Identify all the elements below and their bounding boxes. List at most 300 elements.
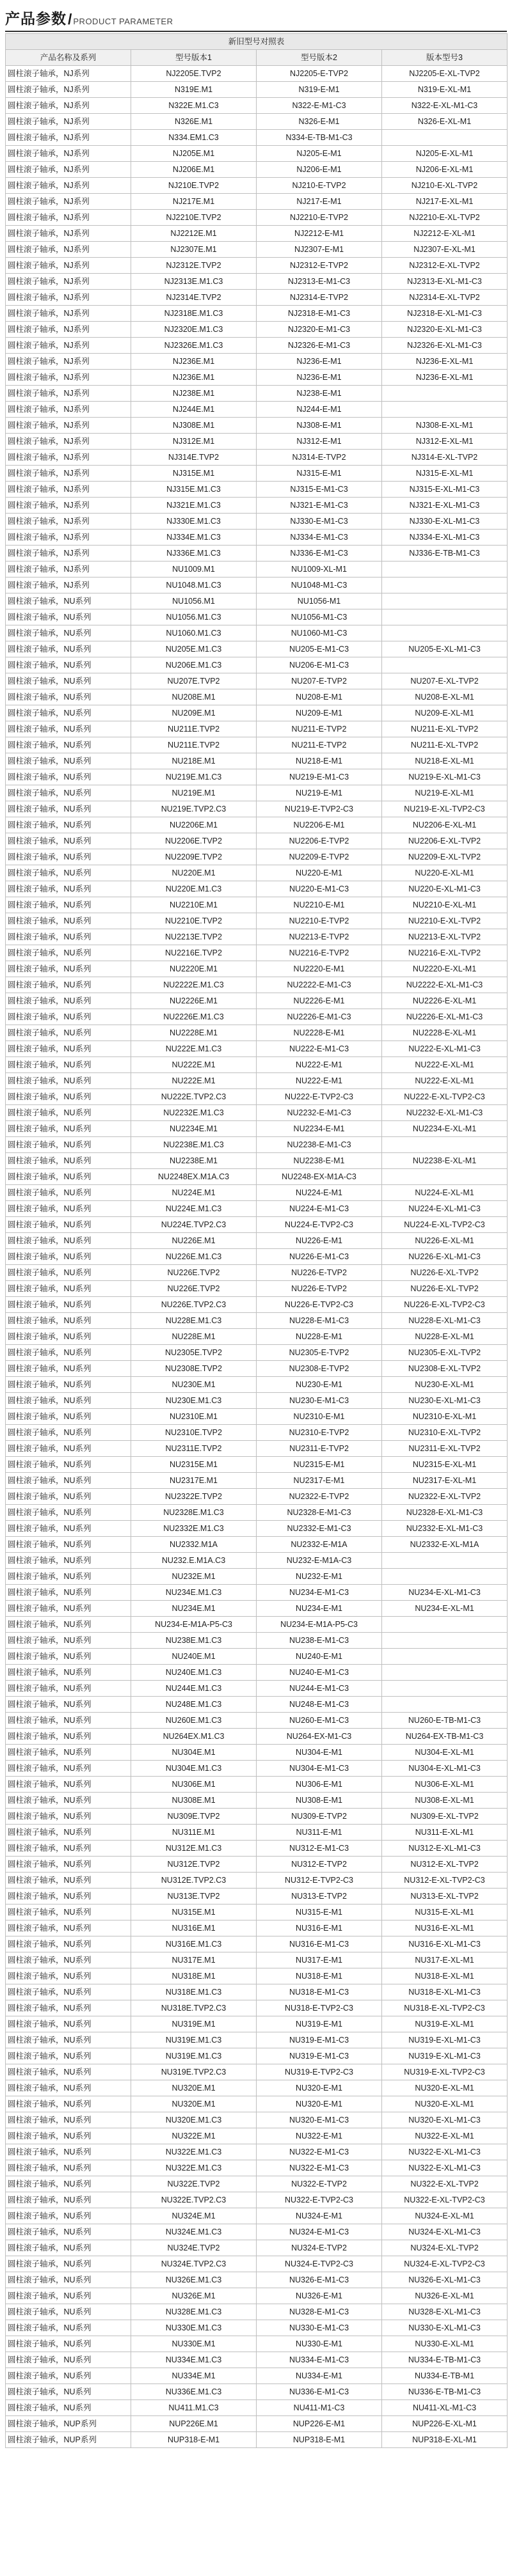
cell-model-v2: NU1009-XL-M1: [257, 562, 382, 577]
cell-model-v1: NJ2320E.M1.C3: [131, 322, 257, 338]
cell-model-v3: NJ2212-E-XL-M1: [382, 226, 508, 242]
cell-product-name: 圆柱滚子轴承，NU系列: [6, 1920, 131, 1936]
cell-model-v1: NU330E.M1: [131, 2336, 257, 2352]
cell-model-v1: NU2238E.M1: [131, 1153, 257, 1169]
cell-model-v3: NUP226-E-XL-M1: [382, 2416, 508, 2432]
cell-model-v1: NJ2205E.TVP2: [131, 66, 257, 82]
table-row: [6, 2336, 508, 2352]
cell-product-name: 圆柱滚子轴承，NU系列: [6, 1249, 131, 1265]
cell-model-v2: NU318-E-M1: [257, 1968, 382, 1984]
cell-model-v3: NU222-E-XL-M1: [382, 1073, 508, 1089]
cell-model-v3: NU322-E-XL-M1-C3: [382, 2144, 508, 2160]
cell-model-v3: NU324-E-XL-M1: [382, 2208, 508, 2224]
cell-product-name: 圆柱滚子轴承，NU系列: [6, 1393, 131, 1409]
cell-model-v2: N319-E-M1: [257, 82, 382, 98]
table-row: [6, 1041, 508, 1057]
cell-product-name: 圆柱滚子轴承，NU系列: [6, 2064, 131, 2080]
cell-model-v3: NU222-E-XL-M1-C3: [382, 1041, 508, 1057]
cell-model-v2: NJ236-E-M1: [257, 354, 382, 370]
cell-model-v2: NJ206-E-M1: [257, 162, 382, 178]
cell-product-name: 圆柱滚子轴承，NU系列: [6, 913, 131, 929]
cell-model-v2: NU220-E-M1-C3: [257, 881, 382, 897]
cell-model-v2: NU2209-E-TVP2: [257, 849, 382, 865]
table-row: [6, 370, 508, 386]
cell-model-v1: NU320E.M1.C3: [131, 2112, 257, 2128]
table-row: [6, 1553, 508, 1569]
cell-model-v2: NU330-E-M1-C3: [257, 2320, 382, 2336]
cell-model-v1: NU224E.M1: [131, 1185, 257, 1201]
cell-model-v3: NJ314-E-XL-TVP2: [382, 450, 508, 466]
cell-model-v3: [382, 657, 508, 673]
table-row: [6, 1841, 508, 1857]
cell-model-v1: NU319E.TVP2.C3: [131, 2064, 257, 2080]
table-row: [6, 1121, 508, 1137]
cell-model-v2: NU205-E-M1-C3: [257, 641, 382, 657]
cell-model-v1: NU2228E.M1: [131, 1025, 257, 1041]
cell-model-v1: NU315E.M1: [131, 1905, 257, 1920]
cell-model-v2: NJ315-E-M1: [257, 466, 382, 482]
cell-model-v1: NU322E.TVP2: [131, 2176, 257, 2192]
table-row: [6, 114, 508, 130]
cell-model-v2: NU226-E-M1: [257, 1233, 382, 1249]
cell-model-v1: NU2332E.M1.C3: [131, 1521, 257, 1537]
cell-model-v1: NU226E.TVP2.C3: [131, 1297, 257, 1313]
cell-model-v2: NJ236-E-M1: [257, 370, 382, 386]
table-row: [6, 1745, 508, 1761]
cell-model-v3: NU220-E-XL-M1: [382, 865, 508, 881]
cell-model-v2: NU207-E-TVP2: [257, 673, 382, 689]
cell-model-v1: NU205E.M1.C3: [131, 641, 257, 657]
table-row: [6, 1313, 508, 1329]
cell-model-v2: NU411-M1-C3: [257, 2400, 382, 2416]
table-row: [6, 1873, 508, 1889]
table-row: [6, 1569, 508, 1585]
cell-model-v1: NU222E.M1.C3: [131, 1041, 257, 1057]
cell-model-v1: NU230E.M1.C3: [131, 1393, 257, 1409]
cell-model-v2: NJ2318-E-M1-C3: [257, 306, 382, 322]
cell-model-v1: NJ315E.M1.C3: [131, 482, 257, 498]
cell-model-v3: NU312-E-XL-TVP2: [382, 1857, 508, 1873]
cell-model-v3: NJ236-E-XL-M1: [382, 354, 508, 370]
cell-product-name: 圆柱滚子轴承，NJ系列: [6, 242, 131, 258]
table-row: [6, 1681, 508, 1697]
table-row: [6, 242, 508, 258]
table-row: [6, 1905, 508, 1920]
table-row: [6, 2048, 508, 2064]
cell-model-v3: NJ2313-E-XL-M1-C3: [382, 274, 508, 290]
cell-model-v2: NU2238-E-M1-C3: [257, 1137, 382, 1153]
cell-product-name: 圆柱滚子轴承，NJ系列: [6, 162, 131, 178]
cell-model-v1: NU228E.M1.C3: [131, 1313, 257, 1329]
cell-product-name: 圆柱滚子轴承，NU系列: [6, 753, 131, 769]
cell-model-v1: NU2206E.M1: [131, 817, 257, 833]
cell-model-v3: NU320-E-XL-M1: [382, 2096, 508, 2112]
cell-model-v1: N322E.M1.C3: [131, 98, 257, 114]
cell-model-v2: NJ2307-E-M1: [257, 242, 382, 258]
cell-model-v1: NU320E.M1: [131, 2096, 257, 2112]
table-row: [6, 546, 508, 562]
cell-product-name: 圆柱滚子轴承，NU系列: [6, 1409, 131, 1425]
table-row: [6, 402, 508, 418]
cell-model-v2: NU324-E-M1: [257, 2208, 382, 2224]
cell-product-name: 圆柱滚子轴承，NU系列: [6, 977, 131, 993]
cell-product-name: 圆柱滚子轴承，NU系列: [6, 1201, 131, 1217]
cell-product-name: 圆柱滚子轴承，NU系列: [6, 897, 131, 913]
cell-model-v3: NU319-E-XL-TVP2-C3: [382, 2064, 508, 2080]
cell-model-v1: NU206E.M1.C3: [131, 657, 257, 673]
cell-product-name: 圆柱滚子轴承，NU系列: [6, 1889, 131, 1905]
cell-model-v2: NJ2210-E-TVP2: [257, 210, 382, 226]
cell-model-v1: NU2317E.M1: [131, 1473, 257, 1489]
table-row: [6, 1984, 508, 2000]
table-row: [6, 2352, 508, 2368]
table-row: [6, 1585, 508, 1601]
cell-model-v3: [382, 1617, 508, 1633]
cell-product-name: 圆柱滚子轴承，NU系列: [6, 2384, 131, 2400]
cell-model-v3: NJ2318-E-XL-M1-C3: [382, 306, 508, 322]
cell-product-name: 圆柱滚子轴承，NU系列: [6, 641, 131, 657]
cell-product-name: 圆柱滚子轴承，NU系列: [6, 1153, 131, 1169]
table-row: [6, 466, 508, 482]
table-row: [6, 1377, 508, 1393]
cell-model-v3: [382, 1665, 508, 1681]
cell-model-v3: NU334-E-TB-M1-C3: [382, 2352, 508, 2368]
cell-model-v2: NU334-E-M1: [257, 2368, 382, 2384]
cell-product-name: 圆柱滚子轴承，NU系列: [6, 1601, 131, 1617]
cell-model-v1: NU232.E.M1A.C3: [131, 1553, 257, 1569]
cell-model-v1: NJ330E.M1.C3: [131, 514, 257, 530]
cell-model-v3: NU224-E-XL-M1-C3: [382, 1201, 508, 1217]
cell-model-v1: NU1056.M1: [131, 593, 257, 609]
cell-model-v2: NU318-E-M1-C3: [257, 1984, 382, 2000]
cell-product-name: 圆柱滚子轴承，NU系列: [6, 881, 131, 897]
cell-model-v2: NJ2212-E-M1: [257, 226, 382, 242]
cell-model-v3: NU328-E-XL-M1-C3: [382, 2304, 508, 2320]
table-row: [6, 306, 508, 322]
cell-model-v1: NU219E.M1: [131, 785, 257, 801]
cell-product-name: 圆柱滚子轴承，NU系列: [6, 1137, 131, 1153]
cell-product-name: 圆柱滚子轴承，NUP系列: [6, 2416, 131, 2432]
cell-product-name: 圆柱滚子轴承，NJ系列: [6, 274, 131, 290]
cell-model-v1: NU322E.M1: [131, 2128, 257, 2144]
cell-model-v2: NU2248-EX-M1A-C3: [257, 1169, 382, 1185]
cell-product-name: 圆柱滚子轴承，NU系列: [6, 721, 131, 737]
column-header-version3: 版本型号3: [382, 50, 508, 66]
cell-model-v2: NU324-E-TVP2: [257, 2240, 382, 2256]
cell-model-v1: NU222E.M1: [131, 1057, 257, 1073]
cell-model-v2: NU219-E-M1: [257, 785, 382, 801]
table-row: [6, 1345, 508, 1361]
cell-product-name: 圆柱滚子轴承，NJ系列: [6, 402, 131, 418]
table-row: [6, 146, 508, 162]
cell-model-v3: NU306-E-XL-M1: [382, 1777, 508, 1793]
cell-model-v1: NU232E.M1: [131, 1569, 257, 1585]
cell-model-v3: NJ205-E-XL-M1: [382, 146, 508, 162]
cell-product-name: 圆柱滚子轴承，NJ系列: [6, 354, 131, 370]
cell-model-v2: NU318-E-TVP2-C3: [257, 2000, 382, 2016]
cell-model-v1: NU220E.M1: [131, 865, 257, 881]
cell-product-name: 圆柱滚子轴承，NU系列: [6, 2192, 131, 2208]
table-row: [6, 1809, 508, 1825]
cell-product-name: 圆柱滚子轴承，NU系列: [6, 689, 131, 705]
cell-model-v1: NU318E.M1: [131, 1968, 257, 1984]
table-row: [6, 1489, 508, 1505]
cell-product-name: 圆柱滚子轴承，NU系列: [6, 2304, 131, 2320]
cell-model-v2: NU240-E-M1: [257, 1649, 382, 1665]
cell-model-v2: N326-E-M1: [257, 114, 382, 130]
cell-product-name: 圆柱滚子轴承，NU系列: [6, 737, 131, 753]
cell-model-v3: NU205-E-XL-M1-C3: [382, 641, 508, 657]
cell-product-name: 圆柱滚子轴承，NU系列: [6, 2016, 131, 2032]
cell-product-name: 圆柱滚子轴承，NU系列: [6, 1617, 131, 1633]
cell-product-name: 圆柱滚子轴承，NJ系列: [6, 114, 131, 130]
table-row: [6, 753, 508, 769]
table-row: [6, 562, 508, 577]
cell-model-v3: NU313-E-XL-TVP2: [382, 1889, 508, 1905]
table-row: [6, 2304, 508, 2320]
cell-model-v1: NU240E.M1.C3: [131, 1665, 257, 1681]
cell-model-v2: NJ2313-E-M1-C3: [257, 274, 382, 290]
cell-model-v3: NU222-E-XL-M1: [382, 1057, 508, 1073]
table-row: [6, 530, 508, 546]
cell-model-v3: NJ217-E-XL-M1: [382, 194, 508, 210]
table-row: [6, 450, 508, 466]
cell-model-v1: NU326E.M1.C3: [131, 2272, 257, 2288]
cell-model-v1: NU324E.TVP2.C3: [131, 2256, 257, 2272]
cell-model-v3: NU219-E-XL-TVP2-C3: [382, 801, 508, 817]
cell-model-v2: NU260-E-M1-C3: [257, 1713, 382, 1729]
cell-model-v1: NU226E.M1: [131, 1233, 257, 1249]
cell-product-name: 圆柱滚子轴承，NU系列: [6, 1713, 131, 1729]
cell-model-v1: NUP318-E-M1: [131, 2432, 257, 2448]
cell-model-v2: N322-E-M1-C3: [257, 98, 382, 114]
cell-model-v1: NJ206E.M1: [131, 162, 257, 178]
cell-model-v3: NU318-E-XL-M1-C3: [382, 1984, 508, 2000]
cell-model-v2: NU322-E-TVP2: [257, 2176, 382, 2192]
cell-model-v2: NU2210-E-M1: [257, 897, 382, 913]
table-row: [6, 130, 508, 146]
cell-product-name: 圆柱滚子轴承，NU系列: [6, 817, 131, 833]
table-row: [6, 418, 508, 434]
cell-model-v3: NU324-E-XL-TVP2-C3: [382, 2256, 508, 2272]
cell-model-v3: NU2332-E-XL-M1A: [382, 1537, 508, 1553]
cell-model-v2: NU211-E-TVP2: [257, 721, 382, 737]
cell-model-v2: NU234-E-M1: [257, 1601, 382, 1617]
table-row: [6, 1968, 508, 1984]
table-row: [6, 1521, 508, 1537]
cell-model-v2: NU309-E-TVP2: [257, 1809, 382, 1825]
table-row: [6, 1249, 508, 1265]
cell-model-v2: NJ210-E-TVP2: [257, 178, 382, 194]
table-row: [6, 2000, 508, 2016]
cell-model-v3: NU234-E-XL-M1-C3: [382, 1585, 508, 1601]
cell-model-v1: NU2222E.M1.C3: [131, 977, 257, 993]
cell-product-name: 圆柱滚子轴承，NUP系列: [6, 2432, 131, 2448]
cell-model-v3: NJ321-E-XL-M1-C3: [382, 498, 508, 514]
table-row: [6, 1265, 508, 1281]
table-row: [6, 705, 508, 721]
cell-product-name: 圆柱滚子轴承，NU系列: [6, 1217, 131, 1233]
cell-model-v3: [382, 1137, 508, 1153]
cell-model-v3: NU320-E-XL-M1: [382, 2080, 508, 2096]
cell-product-name: 圆柱滚子轴承，NU系列: [6, 1105, 131, 1121]
cell-model-v3: NU319-E-XL-M1: [382, 2016, 508, 2032]
cell-model-v2: NU2315-E-M1: [257, 1457, 382, 1473]
cell-product-name: 圆柱滚子轴承，NU系列: [6, 1489, 131, 1505]
table-row: [6, 1537, 508, 1553]
cell-product-name: 圆柱滚子轴承，NU系列: [6, 1073, 131, 1089]
cell-model-v1: NJ205E.M1: [131, 146, 257, 162]
table-row: [6, 434, 508, 450]
cell-model-v1: NU238E.M1.C3: [131, 1633, 257, 1649]
cell-product-name: 圆柱滚子轴承，NJ系列: [6, 466, 131, 482]
cell-model-v3: NU226-E-XL-TVP2: [382, 1281, 508, 1297]
cell-model-v3: NU2310-E-XL-M1: [382, 1409, 508, 1425]
table-row: [6, 2416, 508, 2432]
cell-model-v2: NU2216-E-TVP2: [257, 945, 382, 961]
table-row: [6, 833, 508, 849]
cell-model-v2: NU219-E-M1-C3: [257, 769, 382, 785]
table-row: [6, 897, 508, 913]
cell-model-v3: NU226-E-XL-TVP2-C3: [382, 1297, 508, 1313]
table-row: [6, 2128, 508, 2144]
cell-model-v3: NJ2312-E-XL-TVP2: [382, 258, 508, 274]
cell-model-v2: NU211-E-TVP2: [257, 737, 382, 753]
table-row: [6, 1233, 508, 1249]
cell-model-v2: NU322-E-TVP2-C3: [257, 2192, 382, 2208]
table-row: [6, 178, 508, 194]
cell-model-v3: NU2226-E-XL-M1-C3: [382, 1009, 508, 1025]
cell-model-v1: NU324E.TVP2: [131, 2240, 257, 2256]
cell-model-v2: NU219-E-TVP2-C3: [257, 801, 382, 817]
cell-model-v2: NJ315-E-M1-C3: [257, 482, 382, 498]
cell-model-v2: NU224-E-TVP2-C3: [257, 1217, 382, 1233]
cell-model-v3: NUP318-E-XL-M1: [382, 2432, 508, 2448]
cell-model-v2: NJ2326-E-M1-C3: [257, 338, 382, 354]
cell-model-v2: NU304-E-M1-C3: [257, 1761, 382, 1777]
column-header-version1: 型号版本1: [131, 50, 257, 66]
cell-model-v3: [382, 562, 508, 577]
cell-model-v1: NU264EX.M1.C3: [131, 1729, 257, 1745]
table-row: [6, 2384, 508, 2400]
cell-product-name: 圆柱滚子轴承，NJ系列: [6, 130, 131, 146]
cell-model-v2: NU222-E-M1: [257, 1073, 382, 1089]
table-row: [6, 1665, 508, 1681]
table-row: [6, 98, 508, 114]
table-row: [6, 1057, 508, 1073]
cell-model-v1: NU330E.M1.C3: [131, 2320, 257, 2336]
cell-product-name: 圆柱滚子轴承，NU系列: [6, 769, 131, 785]
cell-model-v1: NU2310E.M1: [131, 1409, 257, 1425]
cell-model-v1: NU234E.M1: [131, 1601, 257, 1617]
table-row: [6, 945, 508, 961]
cell-product-name: 圆柱滚子轴承，NU系列: [6, 1745, 131, 1761]
cell-model-v2: NU316-E-M1: [257, 1920, 382, 1936]
cell-model-v1: NU1048.M1.C3: [131, 577, 257, 593]
cell-product-name: 圆柱滚子轴承，NU系列: [6, 2096, 131, 2112]
cell-model-v3: NU2328-E-XL-M1-C3: [382, 1505, 508, 1521]
cell-model-v2: NJ334-E-M1-C3: [257, 530, 382, 546]
cell-product-name: 圆柱滚子轴承，NU系列: [6, 1936, 131, 1952]
cell-product-name: 圆柱滚子轴承，NU系列: [6, 1265, 131, 1281]
cell-product-name: 圆柱滚子轴承，NU系列: [6, 1089, 131, 1105]
cell-product-name: 圆柱滚子轴承，NU系列: [6, 1697, 131, 1713]
cell-model-v1: N334.EM1.C3: [131, 130, 257, 146]
cell-model-v1: NU2322E.TVP2: [131, 1489, 257, 1505]
cell-model-v1: NJ2210E.TVP2: [131, 210, 257, 226]
cell-model-v2: NU264-EX-M1-C3: [257, 1729, 382, 1745]
table-row: [6, 2368, 508, 2384]
cell-model-v1: NU2305E.TVP2: [131, 1345, 257, 1361]
cell-product-name: 圆柱滚子轴承，NJ系列: [6, 66, 131, 82]
cell-product-name: 圆柱滚子轴承，NJ系列: [6, 178, 131, 194]
cell-model-v3: NU234-E-XL-M1: [382, 1601, 508, 1617]
cell-model-v3: NJ2210-E-XL-TVP2: [382, 210, 508, 226]
cell-model-v1: NU318E.M1.C3: [131, 1984, 257, 2000]
cell-model-v3: [382, 1569, 508, 1585]
cell-model-v2: NJ308-E-M1: [257, 418, 382, 434]
cell-product-name: 圆柱滚子轴承，NU系列: [6, 993, 131, 1009]
cell-model-v2: NJ330-E-M1-C3: [257, 514, 382, 530]
table-row: [6, 913, 508, 929]
cell-product-name: 圆柱滚子轴承，NJ系列: [6, 258, 131, 274]
cell-model-v2: N334-E-TB-M1-C3: [257, 130, 382, 146]
cell-model-v3: NU317-E-XL-M1: [382, 1952, 508, 1968]
table-row: [6, 977, 508, 993]
cell-model-v2: NUP226-E-M1: [257, 2416, 382, 2432]
cell-model-v2: NU228-E-M1: [257, 1329, 382, 1345]
cell-model-v3: NU2213-E-XL-TVP2: [382, 929, 508, 945]
cell-model-v3: NU334-E-TB-M1: [382, 2368, 508, 2384]
table-row: [6, 2160, 508, 2176]
cell-product-name: 圆柱滚子轴承，NJ系列: [6, 98, 131, 114]
table-row: [6, 1329, 508, 1345]
cell-model-v1: NJ244E.M1: [131, 402, 257, 418]
cell-model-v3: NU304-E-XL-M1: [382, 1745, 508, 1761]
cell-model-v3: N319-E-XL-M1: [382, 82, 508, 98]
cell-model-v3: NU2332-E-XL-M1-C3: [382, 1521, 508, 1537]
cell-product-name: 圆柱滚子轴承，NU系列: [6, 1009, 131, 1025]
cell-model-v1: NU226E.M1.C3: [131, 1249, 257, 1265]
cell-model-v1: NJ2318E.M1.C3: [131, 306, 257, 322]
cell-model-v1: NU311E.M1: [131, 1825, 257, 1841]
cell-model-v2: NU2317-E-M1: [257, 1473, 382, 1489]
table-row: [6, 1185, 508, 1201]
table-row: [6, 881, 508, 897]
cell-model-v1: NU207E.TVP2: [131, 673, 257, 689]
cell-product-name: 圆柱滚子轴承，NU系列: [6, 2048, 131, 2064]
cell-model-v2: NU324-E-TVP2-C3: [257, 2256, 382, 2272]
cell-model-v3: NU219-E-XL-M1-C3: [382, 769, 508, 785]
cell-model-v1: NJ321E.M1.C3: [131, 498, 257, 514]
table-row: [6, 1920, 508, 1936]
cell-model-v1: NU2226E.M1.C3: [131, 1009, 257, 1025]
cell-model-v2: NU1060-M1-C3: [257, 625, 382, 641]
cell-model-v1: NU209E.M1: [131, 705, 257, 721]
page-subtitle: PRODUCT PARAMETER: [73, 17, 173, 26]
cell-model-v3: NU2310-E-XL-TVP2: [382, 1425, 508, 1441]
table-row: [6, 1857, 508, 1873]
cell-product-name: 圆柱滚子轴承，NU系列: [6, 1968, 131, 1984]
cell-model-v1: NU2210E.M1: [131, 897, 257, 913]
table-row: [6, 386, 508, 402]
cell-model-v3: NJ334-E-XL-M1-C3: [382, 530, 508, 546]
cell-product-name: 圆柱滚子轴承，NU系列: [6, 2176, 131, 2192]
cell-model-v2: NU319-E-TVP2-C3: [257, 2064, 382, 2080]
cell-product-name: 圆柱滚子轴承，NU系列: [6, 1809, 131, 1825]
cell-model-v3: NU2232-E-XL-M1-C3: [382, 1105, 508, 1121]
cell-model-v2: NU317-E-M1: [257, 1952, 382, 1968]
